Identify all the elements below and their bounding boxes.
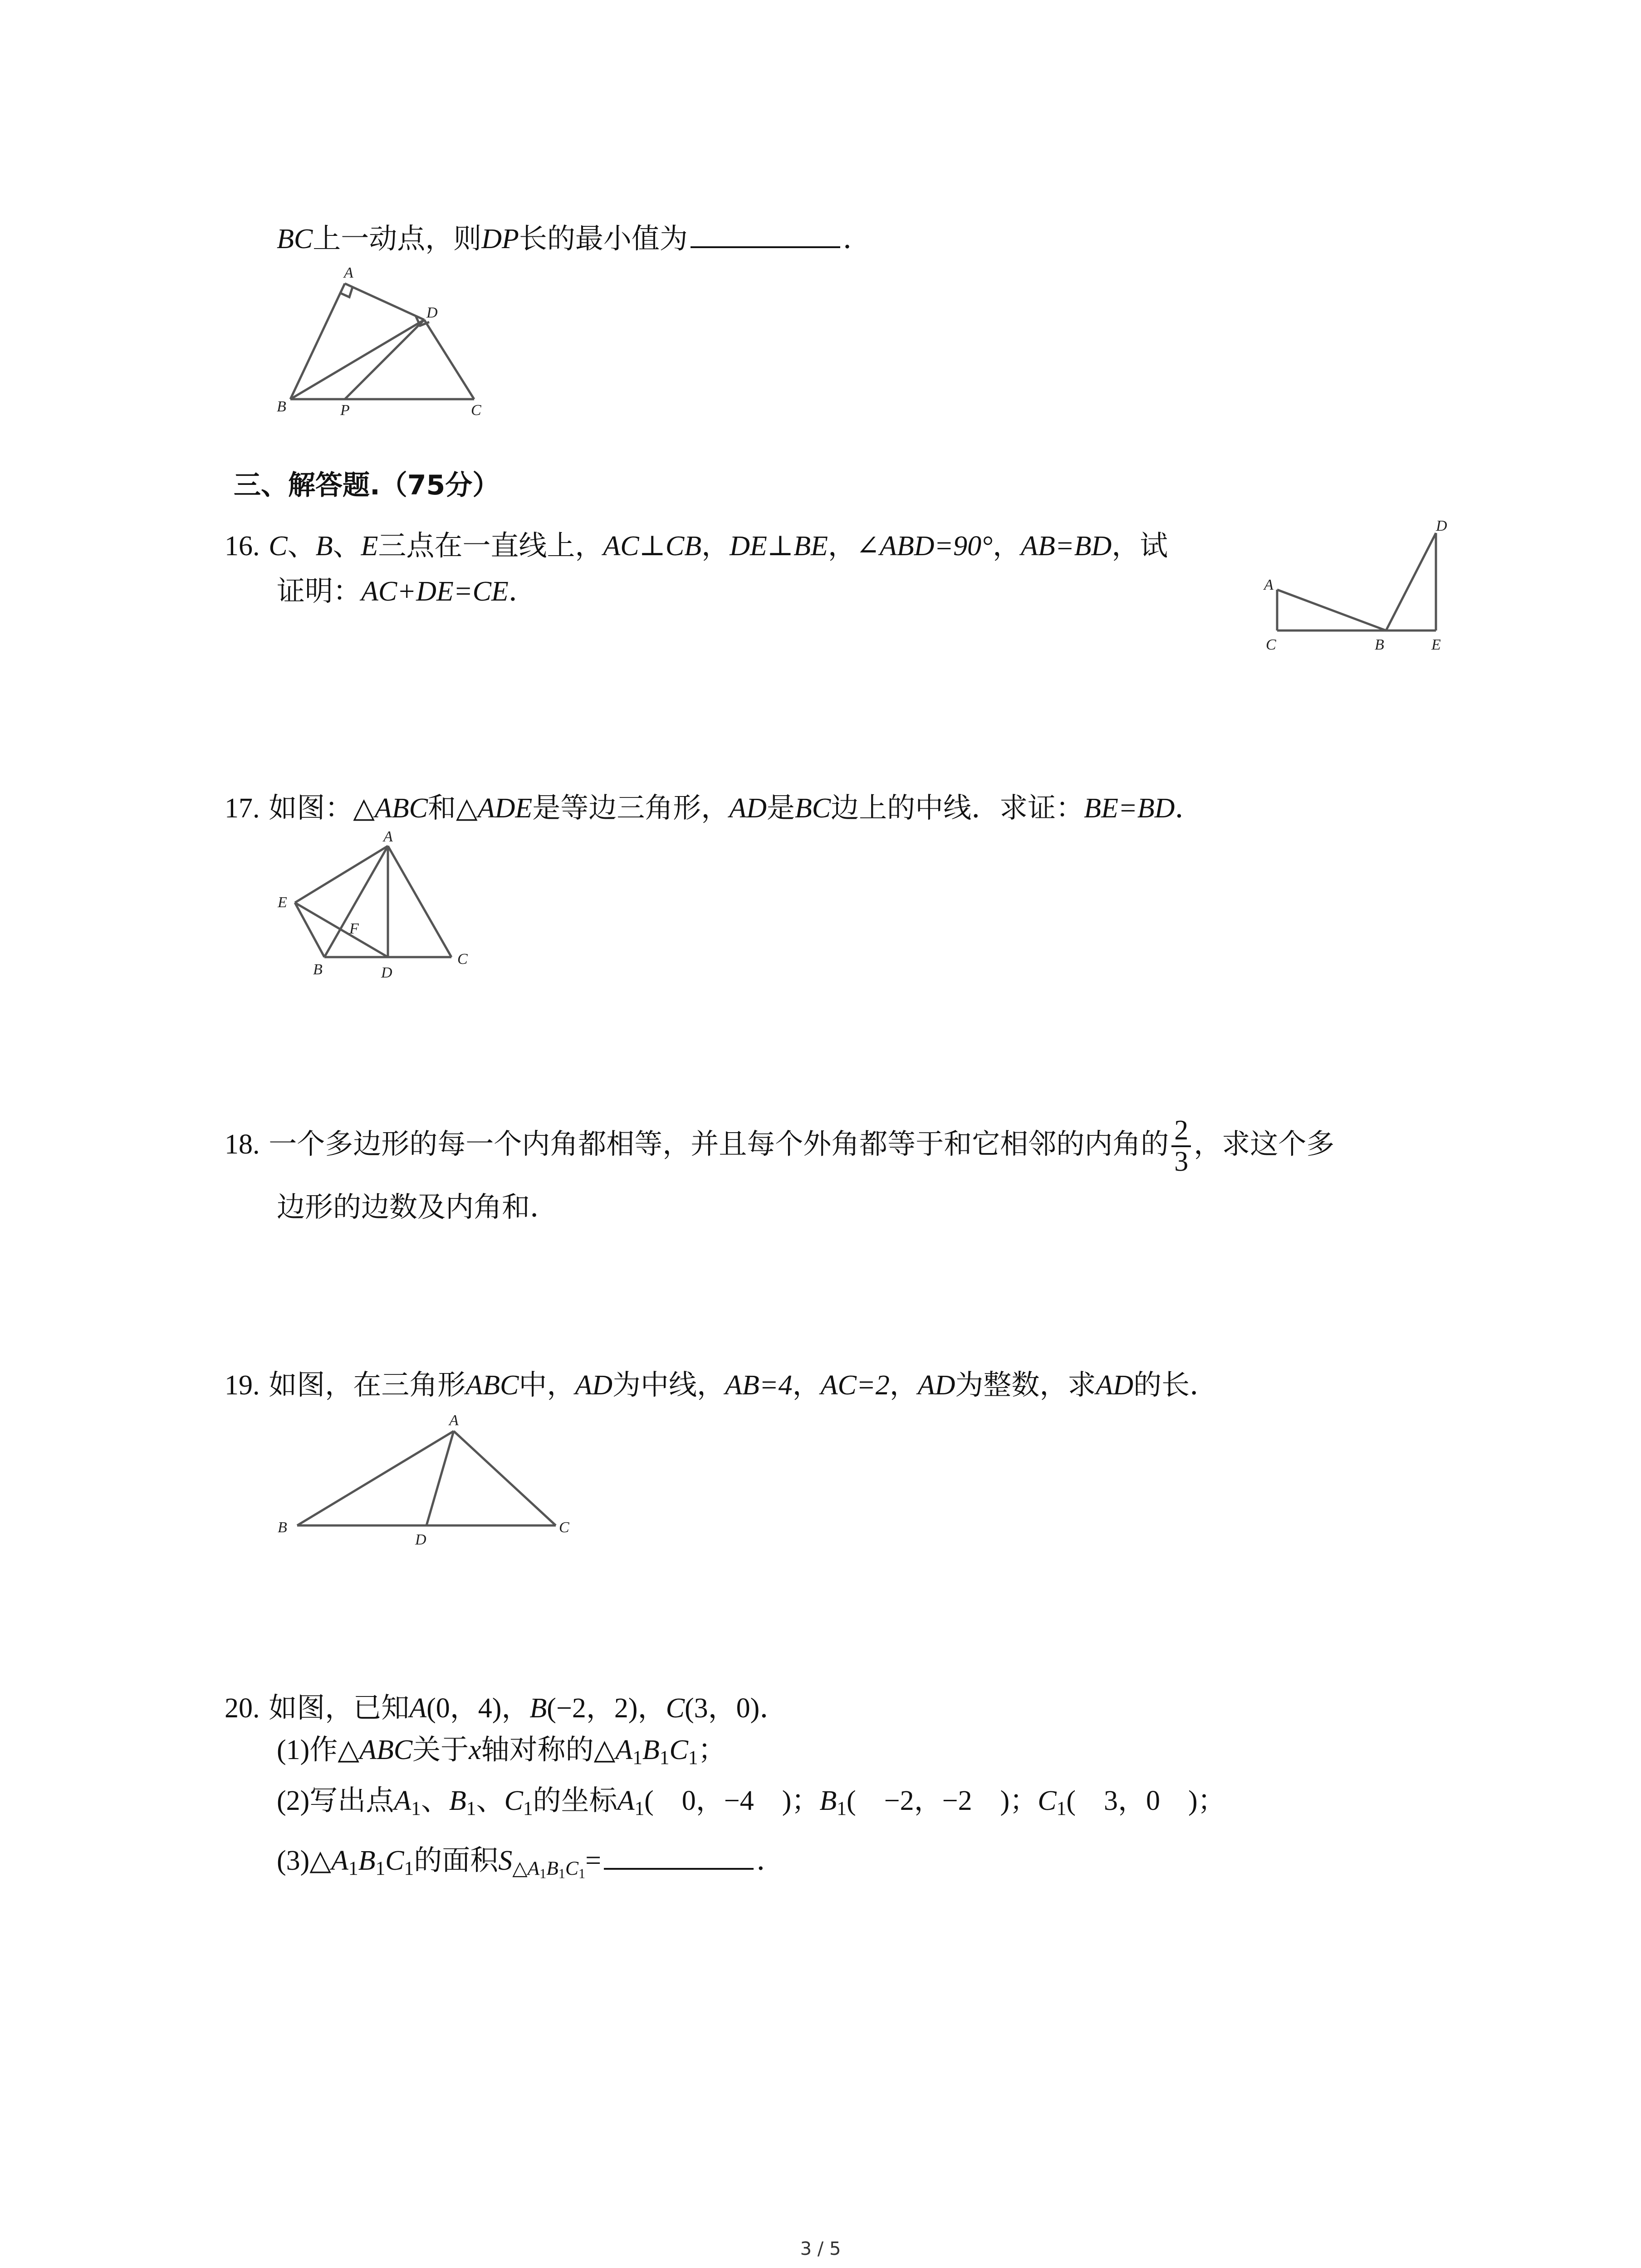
q20-s3-sub-a1: 1 — [539, 1866, 547, 1882]
q20-ans-b1: 1 — [837, 1797, 847, 1819]
q16-label-c: C — [1266, 636, 1276, 653]
q17-label-b: B — [313, 961, 323, 978]
q17-tri2: △ADE — [456, 793, 533, 824]
q20-s3-sub — [512, 1857, 586, 1882]
q16-e: E — [361, 531, 378, 562]
q18-fraction-numerator: 2 — [1171, 1116, 1191, 1147]
q19-edge-ac — [454, 1431, 556, 1525]
q20-subq3 — [277, 1843, 785, 1882]
q15-label-a: A — [344, 264, 353, 281]
q17-goal: BE=BD — [1084, 793, 1175, 824]
q20-s3-c1: 1 — [404, 1857, 414, 1879]
q16-c: C — [269, 531, 288, 562]
q17-text4: 是 — [766, 791, 795, 824]
q20-coord-b: (−2，2) — [547, 1693, 638, 1724]
q20-s2-sep2: 、 — [476, 1784, 505, 1817]
q16-cond3: ∠ABD=90° — [856, 531, 993, 562]
q16-goal: AC+DE=CE — [361, 576, 509, 607]
q20-s3-mid: 的面积 — [414, 1843, 499, 1877]
q19-abc: ABC — [465, 1370, 519, 1401]
q20-s3-b: B — [358, 1845, 376, 1876]
q15-label-c: C — [471, 402, 481, 419]
q17-tri1: △ABC — [353, 793, 428, 824]
q19-label-b: B — [278, 1519, 287, 1536]
q18-text2: ，求这个多 — [1194, 1127, 1335, 1161]
q20-coord-c: (3，0) — [684, 1693, 760, 1724]
q20-s1-mid2: 轴对称的 — [481, 1733, 594, 1766]
q20-point-a: A — [409, 1693, 427, 1724]
q17-label-c: C — [457, 951, 468, 968]
q20-ans-a: A — [617, 1785, 635, 1816]
q20-s3-eq: = — [585, 1845, 602, 1876]
q17-text2: 和 — [428, 791, 456, 824]
q19-text3: 为中线， — [612, 1368, 725, 1401]
q17-label-a: A — [383, 828, 393, 845]
q19-ac: AC=2 — [820, 1370, 890, 1401]
q20-s1-tri: △ABC — [338, 1735, 413, 1765]
q19-comma2: ， — [889, 1368, 918, 1401]
q16-text: 三点在一直线上， — [378, 529, 603, 562]
q20-s1-c: C — [669, 1735, 688, 1765]
q20-comma2: ， — [637, 1691, 666, 1724]
q16-label-a: A — [1264, 577, 1274, 593]
q17-number: 17. — [225, 793, 260, 824]
q20-s2-pre: (2)写出点 — [277, 1785, 394, 1816]
q17-text1: 如图： — [269, 791, 353, 824]
q20-s3-answer-blank — [604, 1850, 754, 1870]
q20-s2-b1: 1 — [466, 1797, 476, 1819]
q17-label-f: F — [349, 920, 359, 937]
q20-s1-mid: 关于 — [412, 1733, 469, 1766]
q17-ad: AD — [729, 793, 767, 824]
q15-label-d: D — [426, 304, 438, 321]
q16-comma1: ， — [701, 529, 730, 562]
q20-s2-c1: 1 — [523, 1797, 533, 1819]
q20-s1-sub3: 1 — [688, 1746, 698, 1769]
q19-text4: 为整数，求 — [955, 1368, 1096, 1401]
q20-ans-c: C — [1038, 1785, 1057, 1816]
q19-label-d: D — [415, 1531, 426, 1548]
q20-coord-a: (0，4) — [426, 1693, 502, 1724]
q19-ab: AB=4 — [725, 1370, 793, 1401]
q15-dp: DP — [481, 224, 519, 254]
q16-cond1: AC⊥CB — [603, 531, 702, 562]
q16-end: ． — [508, 574, 537, 607]
q16-number: 16. — [225, 531, 260, 562]
q20-ans-b-value: ( −2，−2 ) — [847, 1785, 1010, 1816]
q20-s3-s: S — [498, 1845, 513, 1876]
q16-try: ，试 — [1112, 529, 1168, 562]
q20-s3-sub-tri: △A — [512, 1857, 540, 1879]
q19-text5: 的长． — [1133, 1368, 1218, 1401]
q20-s1-a: △A — [593, 1735, 633, 1765]
q17-text3: 是等边三角形， — [532, 791, 730, 824]
q20-ans-a1: 1 — [634, 1797, 645, 1819]
q20-s3-a1: 1 — [348, 1857, 358, 1879]
q20-number: 20. — [225, 1693, 260, 1724]
q19-ad2: AD — [917, 1370, 955, 1401]
q18-text3: 边形的边数及内角和． — [277, 1190, 558, 1223]
q20-s3-tri: △A — [309, 1845, 348, 1876]
q20-s1-sub2: 1 — [659, 1746, 670, 1769]
q20-s1-pre: (1)作 — [277, 1735, 338, 1765]
q17-bc: BC — [794, 793, 831, 824]
q20-s1-b: B — [642, 1735, 660, 1765]
q20-ans-c1: 1 — [1056, 1797, 1067, 1819]
q20-s1-x: x — [469, 1735, 481, 1765]
q15-label-b: B — [277, 398, 286, 415]
q20-s2-mid: 的坐标 — [533, 1784, 617, 1817]
q15-text1: 上一动点，则 — [313, 222, 482, 255]
section-heading: 三、解答题.（75分） — [234, 469, 500, 501]
q16-label-b: B — [1375, 636, 1384, 653]
q16-label-e: E — [1431, 636, 1441, 653]
q20-ans-end: ； — [1197, 1784, 1226, 1817]
q17-label-d: D — [381, 964, 392, 981]
q20-s3-b1: 1 — [375, 1857, 386, 1879]
q17-text5: 边上的中线．求证： — [831, 791, 1084, 824]
q20-ans-sep1: ； — [791, 1784, 820, 1817]
q19-ad: AD — [575, 1370, 613, 1401]
q17-end: ． — [1175, 791, 1203, 824]
q20-end1: ． — [759, 1691, 788, 1724]
q15-bc: BC — [277, 224, 313, 254]
q20-ans-c-value: ( 3，0 ) — [1066, 1785, 1198, 1816]
q16-prove: 证明： — [277, 574, 362, 607]
q20-line1 — [225, 1691, 788, 1724]
q15-label-p: P — [340, 402, 350, 419]
q20-ans-b: B — [819, 1785, 837, 1816]
q20-ans-a-value: ( 0，−4 ) — [644, 1785, 792, 1816]
q20-s2-a1: 1 — [411, 1797, 421, 1819]
q18-text1: 一个多边形的每一个内角都相等，并且每个外角都等于和它相邻的内角的 — [269, 1127, 1169, 1161]
q18-fraction-denominator: 3 — [1174, 1146, 1189, 1178]
q15-text2: 长的最小值为 — [519, 222, 688, 255]
q19-text2: 中， — [519, 1368, 575, 1401]
q20-s2-a: A — [394, 1785, 411, 1816]
q16-b: B — [315, 531, 333, 562]
q19-label-c: C — [559, 1519, 569, 1536]
q20-s3-pre: (3) — [277, 1845, 310, 1876]
q17-label-e: E — [278, 894, 287, 911]
q19-number: 19. — [225, 1370, 260, 1401]
q16-cond4: AB=BD — [1021, 531, 1112, 562]
q20-comma1: ， — [501, 1691, 530, 1724]
page-number: 3 / 5 — [800, 2239, 841, 2259]
q20-point-b: B — [529, 1693, 547, 1724]
q20-text1: 如图，已知 — [269, 1691, 410, 1724]
q16-comma2: ， — [828, 529, 856, 562]
q20-s2-b: B — [449, 1785, 466, 1816]
q20-point-c: C — [666, 1693, 685, 1724]
q19-ad3: AD — [1096, 1370, 1134, 1401]
q20-s3-c: C — [385, 1845, 404, 1876]
q16-label-d: D — [1436, 518, 1447, 534]
q15-end: ． — [843, 222, 871, 255]
q18-number: 18. — [225, 1129, 260, 1160]
q19-comma1: ， — [792, 1368, 821, 1401]
q16-sep2: 、 — [333, 529, 361, 562]
q19-text1: 如图，在三角形 — [269, 1368, 466, 1401]
q19-label-a: A — [449, 1412, 459, 1429]
q20-s2-sep1: 、 — [421, 1784, 449, 1817]
q20-subq1 — [277, 1735, 726, 1768]
q20-s2-c: C — [504, 1785, 523, 1816]
q20-s1-end: ； — [698, 1733, 726, 1766]
q20-s3-sub-b: B — [546, 1857, 558, 1879]
q16-cond2: DE⊥BE — [730, 531, 828, 562]
q20-subq2 — [277, 1786, 1226, 1818]
q20-s3-sub-b1: 1 — [558, 1866, 565, 1882]
q20-s1-tri2 — [593, 1735, 698, 1769]
q16-comma3: ， — [992, 529, 1021, 562]
q20-s3-sub-c: C — [565, 1857, 578, 1879]
q20-s1-sub1: 1 — [632, 1746, 642, 1769]
q20-ans-sep2: ； — [1009, 1784, 1038, 1817]
q16-sep1: 、 — [287, 529, 316, 562]
q20-s3-sub-c1: 1 — [578, 1866, 586, 1882]
q20-s3-end: ． — [756, 1843, 785, 1877]
